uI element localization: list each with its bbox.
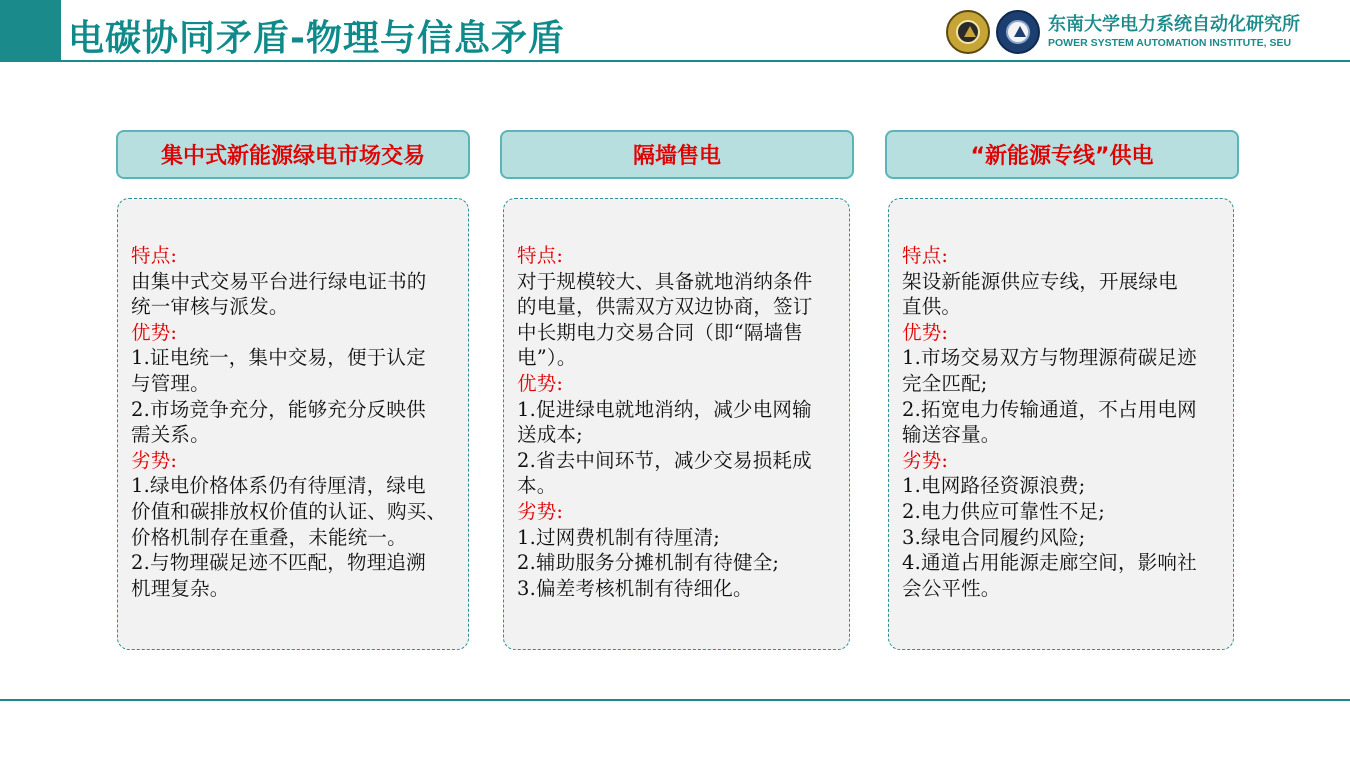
institute-seal-icon	[996, 10, 1040, 54]
section-label: 优势:	[517, 371, 564, 395]
text-line: 2.省去中间环节，减少交易损耗成	[517, 448, 812, 472]
text-line: 2.拓宽电力传输通道，不占用电网	[902, 397, 1197, 421]
text-line: 1.绿电价格体系仍有待厘清，绿电	[131, 474, 426, 498]
section-label: 劣势:	[517, 499, 564, 523]
card-body-centralized-market	[117, 198, 469, 650]
text-line: 2.电力供应可靠性不足;	[902, 499, 1106, 523]
title-corner-block	[0, 0, 61, 61]
text-line: 统一审核与派发。	[131, 295, 289, 319]
text-line: 对于规模较大、具备就地消纳条件	[517, 269, 813, 293]
institute-name-en: POWER SYSTEM AUTOMATION INSTITUTE, SEU	[1048, 37, 1292, 49]
institute-name	[1048, 14, 1300, 50]
text-line: 的电量，供需双方双边协商，签订	[517, 295, 813, 319]
section-label: 优势:	[131, 320, 178, 344]
text-line: 架设新能源供应专线，开展绿电	[902, 269, 1178, 293]
section-label: 特点:	[517, 244, 564, 267]
card-header-wall-sale	[500, 130, 854, 179]
text-line: 1.促进绿电就地消纳，减少电网输	[517, 397, 812, 421]
text-line: 1.市场交易双方与物理源荷碳足迹	[902, 346, 1197, 370]
section-label: 特点:	[902, 244, 949, 267]
footer-line	[0, 699, 1350, 701]
card-body-dedicated-line	[888, 198, 1234, 650]
text-line: 完全匹配;	[902, 371, 988, 395]
text-line: 1.证电统一，集中交易，便于认定	[131, 346, 426, 370]
text-line: 需关系。	[131, 423, 210, 447]
text-line: 中长期电力交易合同（即“隔墙售	[517, 320, 803, 344]
text-line: 输送容量。	[902, 423, 1001, 447]
card-title: “新能源专线”供电	[970, 144, 1154, 169]
text-line: 本。	[517, 474, 557, 498]
section-label: 优势:	[902, 320, 949, 344]
card-header-dedicated-line	[885, 130, 1239, 179]
title-underline	[0, 60, 1350, 62]
text-line: 4.通道占用能源走廊空间，影响社	[902, 551, 1197, 575]
institute-logo-area	[946, 9, 1300, 55]
text-line: 送成本;	[517, 423, 583, 447]
university-seal-icon	[946, 10, 990, 54]
card-header-centralized-market	[116, 130, 470, 179]
text-line: 机理复杂。	[131, 576, 230, 600]
text-line: 会公平性。	[902, 576, 1001, 600]
page-title: 电碳协同矛盾-物理与信息矛盾	[68, 18, 565, 59]
text-line: 2.与物理碳足迹不匹配，物理追溯	[131, 551, 426, 575]
text-line: 直供。	[902, 295, 962, 319]
text-line: 1.电网路径资源浪费;	[902, 474, 1086, 498]
card-body-wall-sale	[503, 198, 850, 650]
institute-name-cn: 东南大学电力系统自动化研究所	[1048, 14, 1300, 35]
card-title: 集中式新能源绿电市场交易	[160, 144, 425, 169]
card-title: 隔墙售电	[632, 144, 721, 169]
text-line: 3.绿电合同履约风险;	[902, 525, 1086, 549]
text-line: 3.偏差考核机制有待细化。	[517, 576, 753, 600]
text-line: 1.过网费机制有待厘清;	[517, 525, 721, 549]
text-line: 由集中式交易平台进行绿电证书的	[131, 269, 427, 293]
text-line: 与管理。	[131, 371, 210, 395]
text-line: 2.市场竞争充分，能够充分反映供	[131, 397, 426, 421]
section-label: 劣势:	[131, 448, 178, 472]
text-line: 价格机制存在重叠，未能统一。	[131, 525, 407, 549]
text-line: 电”）。	[517, 346, 577, 370]
section-label: 劣势:	[902, 448, 949, 472]
text-line: 价值和碳排放权价值的认证、购买、	[131, 499, 447, 523]
section-label: 特点:	[131, 244, 178, 267]
text-line: 2.辅助服务分摊机制有待健全;	[517, 551, 780, 575]
